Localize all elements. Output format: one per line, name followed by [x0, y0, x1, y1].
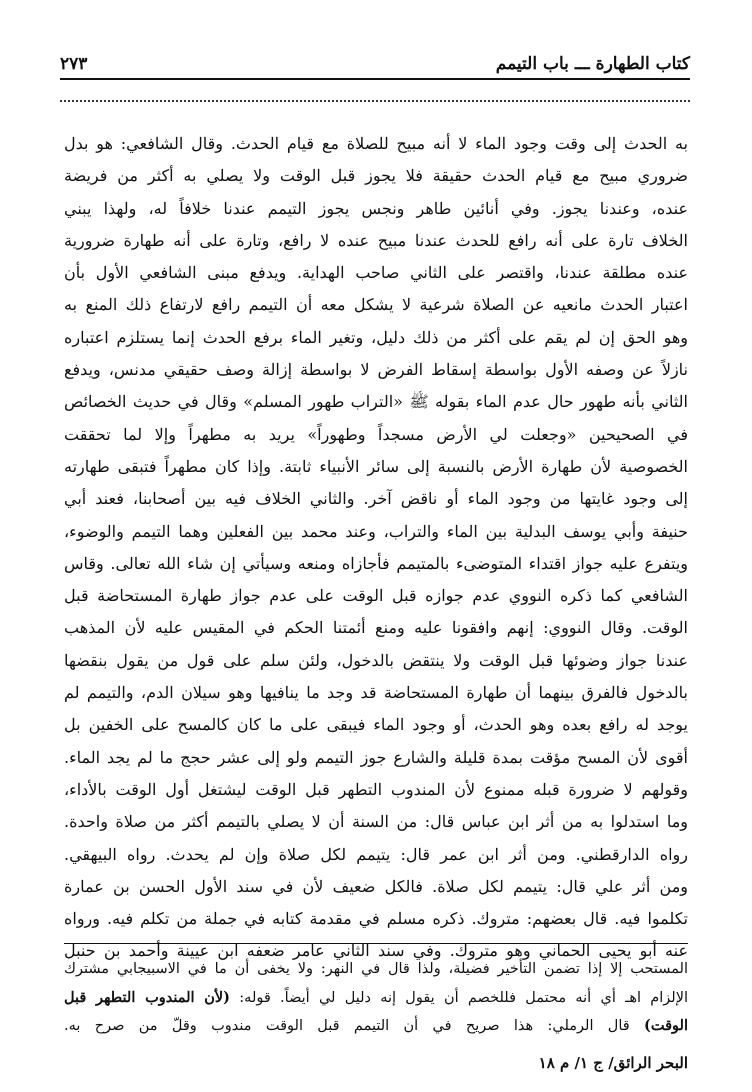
text-line: الوقت. وقال النووي: إنهم وافقونا عليه ومنع أئمتنا الحكم في المقيس عليه لأن المذهب [64, 618, 688, 638]
chapter-title: كتاب الطهارة ـــ باب التيمم [495, 54, 690, 74]
text-line: تكلموا فيه. قال بعضهم: متروك. ذكره مسلم في مقدمة كتابه في جملة من تكلم فيه. ورواه [64, 909, 688, 929]
footnote-text: الإلزام اهـ أي أنه محتمل فللخصم أن يقول إنه دليل لي أيضاً. قوله: [230, 989, 688, 1006]
text-line: حنيفة وأبي يوسف البدلية بين الماء والتراب، وعند محمد بين الفعلين وهما التيمم والوضوء، [64, 521, 688, 541]
footnote-line: المستحب إلا إذا تضمن التأخير فضيلة، ولذا قال في النهر: ولا يخفى أن ما في الاسبيجابي مشترك [64, 961, 688, 977]
footnote-line [64, 984, 688, 1013]
text-line: الثاني بأنه طهور حال عدم الماء بقوله ﷺ «التراب طهور المسلم» وقال في حديث الخصائص [64, 392, 688, 412]
text-line: ضروري مبيح مع قيام الحدث حقيقة فلا يجوز قبل الوقت ولا يصلي به أكثر من فريضة [64, 166, 688, 186]
footnotes [64, 955, 688, 1041]
text-line: اعتبار الحدث مانعيه عن الصلاة شرعية لا يشكل معه أن التيمم رافع لارتفاع ذلك المنع به [64, 295, 688, 315]
text-line: رواه الدارقطني. ومن أثر ابن عمر قال: يتيمم لكل صلاة وإن لم يحدث. رواه البيهقي. [64, 844, 688, 864]
footnote-quote: (لأن المندوب التطهر قبل [64, 988, 231, 1006]
footer-source: البحر الرائق/ ج ١/ م ١٨ [538, 1054, 688, 1072]
text-line: يوجد له رافع بعده وهو الحدث، أو وجود الماء فيبقى على ما كان كالمسح على الخفين بل [64, 715, 688, 735]
text-line: الخصوصية لأن طهارة الأرض بالنسبة إلى سائر الأنبياء ثابتة. وإذا كان مطهراً فتبقى طهارته [64, 456, 688, 476]
footnote-rule [64, 943, 688, 944]
footnote-text: قال الرملي: هذا صريح في أن التيمم قبل الوقت مندوب وقلّ من صرح به. [64, 1018, 645, 1034]
text-line: بالدخول فالفرق بينهما أن طهارة المستحاضة قد وجد ما ينافيها وهو سيلان الدم، والتيمم لم [64, 683, 688, 703]
text-line: الشافعي كما ذكره النووي عدم جوازه قبل الوقت على عدم جواز طهارة المستحاضة قبل [64, 586, 688, 606]
footnote-quote: الوقت) [644, 1017, 688, 1034]
text-line: ويتفرع عليه جواز اقتداء المتوضىء بالمتيمم فأجازاه ومنعه وسيأتي إن شاء الله تعالى. وقاس [64, 553, 688, 573]
footnote-line [64, 1012, 688, 1041]
text-line: وما استدلوا به من أثر ابن عباس قال: من السنة أن لا يصلي بالتيمم أكثر من صلاة واحدة. [64, 812, 688, 832]
text-line: وهو الحق إن لم يقم على أكثر من ذلك دليل، وتغير الماء برفع الحدث إنما يستلزم اعتباره [64, 327, 688, 347]
text-line: وقولهم لا ضرورة قبله ممنوع لأن المندوب التطهر قبل الوقت ليشتغل أول الوقت بالأداء، [64, 779, 688, 799]
text-line: عنده مطلقة عندنا، واقتصر على الثاني صاحب الهداية. ويدفع مبنى الشافعي الأول بأن [64, 263, 688, 283]
text-line: أقوى لأن المسح مؤقت بمدة قليلة والشارع جوز التيمم ولو إلى عشر حجج ما لم يجد الماء. [64, 747, 688, 767]
text-line: به الحدث إلى وقت وجود الماء لا أنه مبيح للصلاة مع قيام الحدث. وقال الشافعي: هو بدل [64, 134, 688, 153]
text-line: ومن أثر علي قال: يتيمم لكل صلاة. فالكل ضعيف لأن في سند الأول الحسن بن عمارة [64, 876, 688, 896]
text-line: نازلاً عن وصفه الأول بواسطة إسقاط الفرض لا بواسطة إزالة وصف حقيقي مدنس، ويدفع [64, 360, 688, 380]
text-line: الخلاف تارة على أنه رافع للحدث عندنا مبيح عنده لا رافع، وتارة على أنه طهارة ضرورية [64, 230, 688, 250]
page-header [60, 46, 690, 80]
text-line: عندنا جواز وضوئها قبل الوقت ولا ينتقض بالدخول، ولئن سلم على قول من يقول بنقضها [64, 650, 688, 670]
text-line: في الصحيحين «وجعلت لي الأرض مسجداً وطهوراً» يريد به مطهراً وإلا لما تحققت [64, 424, 688, 444]
text-line: إلى وجود غايتها من وجود الماء أو ناقض آخر. والثاني الخلاف فيه بين أصحابنا، فعند أبي [64, 489, 688, 509]
dotted-separator [60, 86, 690, 102]
page-number: ٢٧٣ [60, 54, 88, 74]
main-text [64, 128, 688, 968]
text-line: عنه أبو يحيى الحماني وهو متروك. وفي سند الثاني عامر ضعفه ابن عيينة وأحمد بن حنبل [64, 941, 688, 961]
text-line: عنده، وعندنا يجوز. وفي أنائين طاهر ونجس يجوز التيمم عندنا خلافاً له، ولهذا يبني [64, 198, 688, 218]
